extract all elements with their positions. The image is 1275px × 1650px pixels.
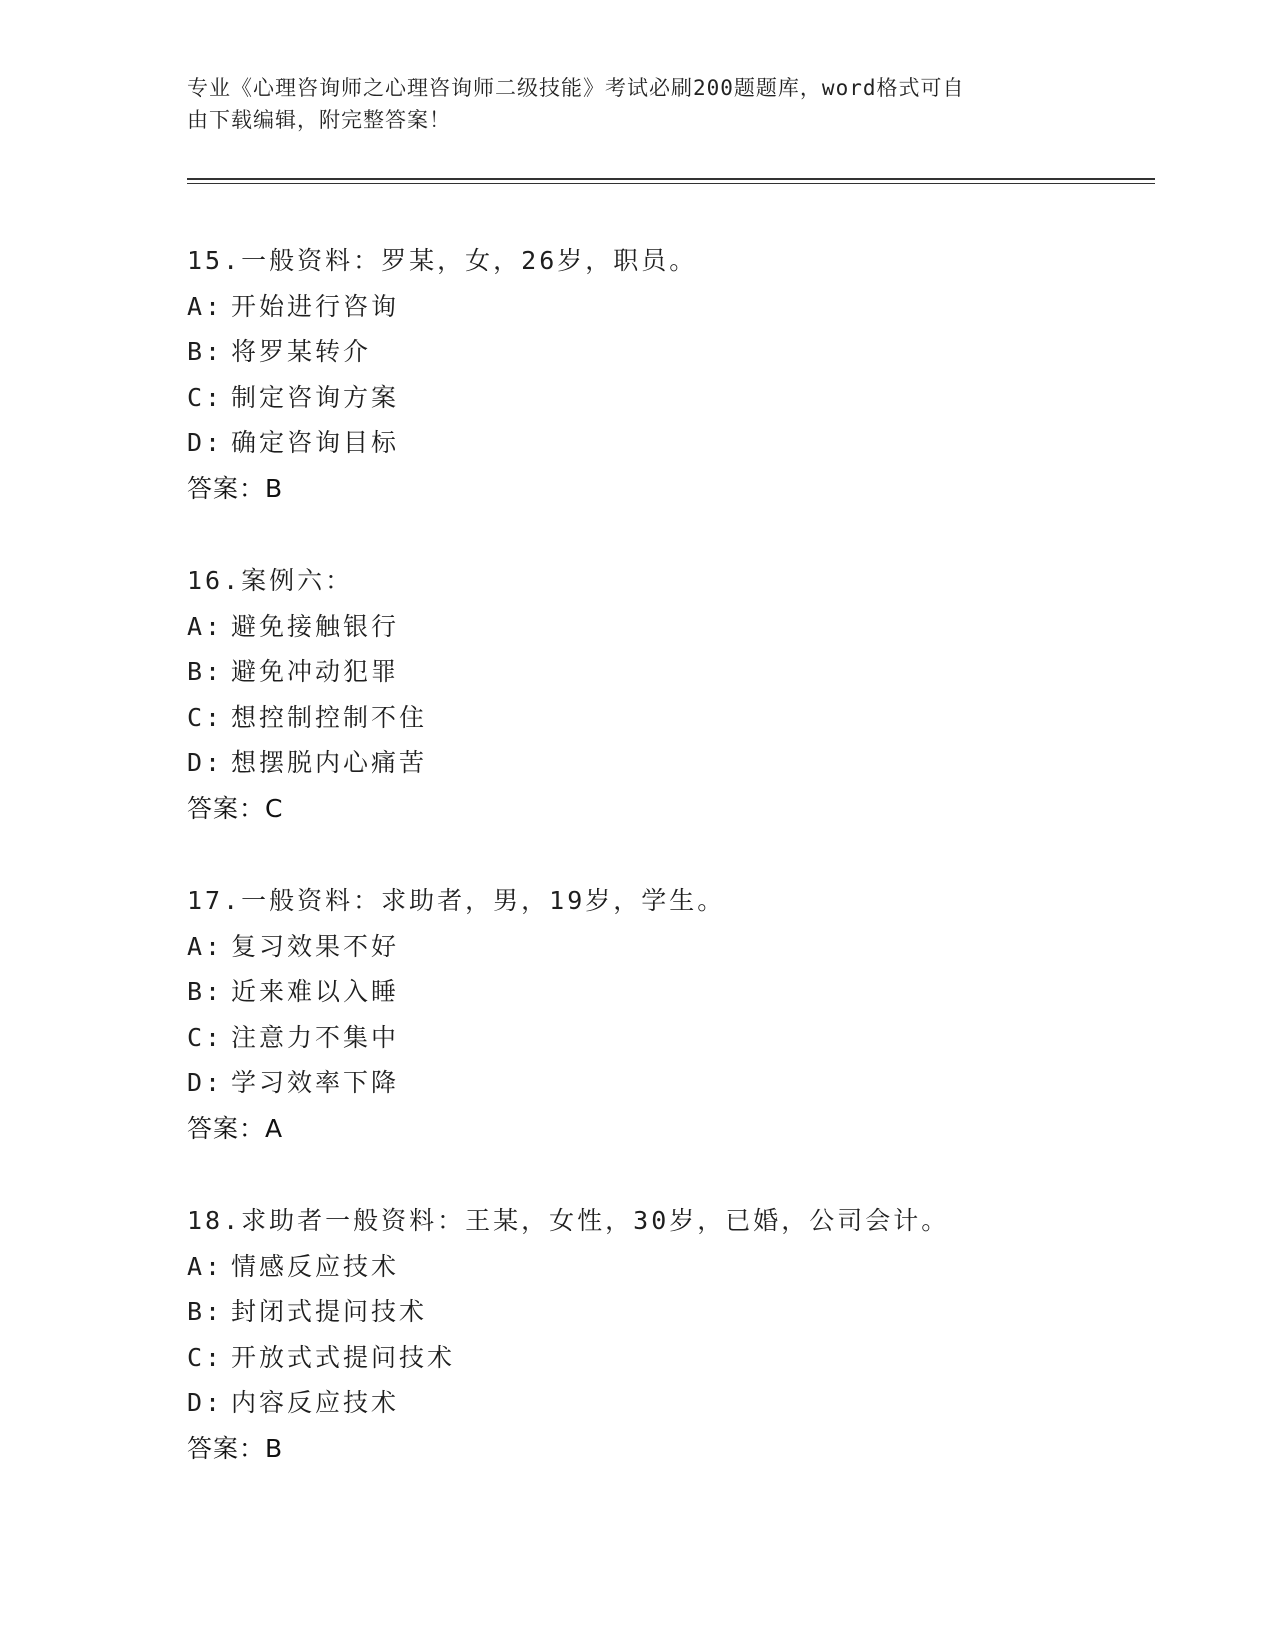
option-text: 开始进行咨询 — [231, 291, 400, 321]
option-b — [187, 969, 1155, 1015]
option-letter: C: — [187, 1342, 224, 1372]
option-letter: C: — [187, 702, 224, 732]
option-text: 避免接触银行 — [231, 611, 400, 641]
option-text: 想摆脱内心痛苦 — [231, 748, 428, 777]
option-c — [187, 695, 1155, 741]
option-b — [187, 329, 1155, 375]
option-c — [187, 375, 1155, 421]
question-18 — [187, 1198, 1155, 1471]
question-stem: 17.一般资料：求助者，男，19岁，学生。 — [187, 886, 726, 915]
answer-line: 答案：A — [187, 1113, 284, 1143]
option-letter: A: — [187, 611, 224, 641]
question-17 — [187, 878, 1155, 1151]
option-a — [187, 924, 1155, 970]
document-header — [187, 72, 1067, 136]
question-15 — [187, 238, 1155, 511]
option-text: 将罗某转介 — [231, 337, 372, 366]
header-line-1: 专业《心理咨询师之心理咨询师二级技能》考试必刷200题题库，word格式可自 — [187, 76, 965, 100]
option-letter: A: — [187, 291, 224, 321]
option-c — [187, 1015, 1155, 1061]
question-16 — [187, 558, 1155, 831]
option-letter: C: — [187, 382, 224, 412]
option-letter: D: — [187, 428, 224, 457]
header-divider-thick — [187, 178, 1155, 180]
option-text: 确定咨询目标 — [231, 428, 400, 457]
option-letter: A: — [187, 931, 224, 961]
option-text: 复习效果不好 — [231, 931, 400, 961]
answer-line: 答案：C — [187, 793, 284, 823]
option-text: 避免冲动犯罪 — [231, 657, 400, 686]
option-c — [187, 1335, 1155, 1381]
option-letter: B: — [187, 977, 224, 1006]
question-list — [187, 238, 1155, 1518]
option-letter: B: — [187, 1297, 224, 1326]
option-b — [187, 1289, 1155, 1335]
option-d — [187, 740, 1155, 786]
option-d — [187, 1060, 1155, 1106]
option-d — [187, 1380, 1155, 1426]
question-stem: 15.一般资料：罗某，女，26岁，职员。 — [187, 246, 698, 275]
option-letter: B: — [187, 337, 224, 366]
header-divider-thin — [187, 183, 1155, 184]
option-a — [187, 1244, 1155, 1290]
question-stem: 18.求助者一般资料：王某，女性，30岁，已婚，公司会计。 — [187, 1206, 950, 1235]
answer-line: 答案：B — [187, 1433, 284, 1463]
option-text: 情感反应技术 — [231, 1251, 400, 1281]
option-text: 开放式式提问技术 — [231, 1342, 456, 1372]
option-d — [187, 420, 1155, 466]
option-letter: B: — [187, 657, 224, 686]
option-a — [187, 604, 1155, 650]
option-a — [187, 284, 1155, 330]
option-text: 封闭式提问技术 — [231, 1297, 428, 1326]
option-letter: D: — [187, 1388, 224, 1417]
option-letter: D: — [187, 748, 224, 777]
option-text: 学习效率下降 — [231, 1068, 400, 1097]
option-letter: A: — [187, 1251, 224, 1281]
option-text: 近来难以入睡 — [231, 977, 400, 1006]
option-text: 注意力不集中 — [231, 1022, 400, 1052]
question-stem: 16.案例六： — [187, 566, 354, 595]
header-line-2: 由下载编辑，附完整答案！ — [187, 108, 451, 132]
option-text: 想控制控制不住 — [231, 702, 428, 732]
option-text: 制定咨询方案 — [231, 382, 400, 412]
option-b — [187, 649, 1155, 695]
option-text: 内容反应技术 — [231, 1388, 400, 1417]
option-letter: C: — [187, 1022, 224, 1052]
answer-line: 答案：B — [187, 473, 284, 503]
option-letter: D: — [187, 1068, 224, 1097]
